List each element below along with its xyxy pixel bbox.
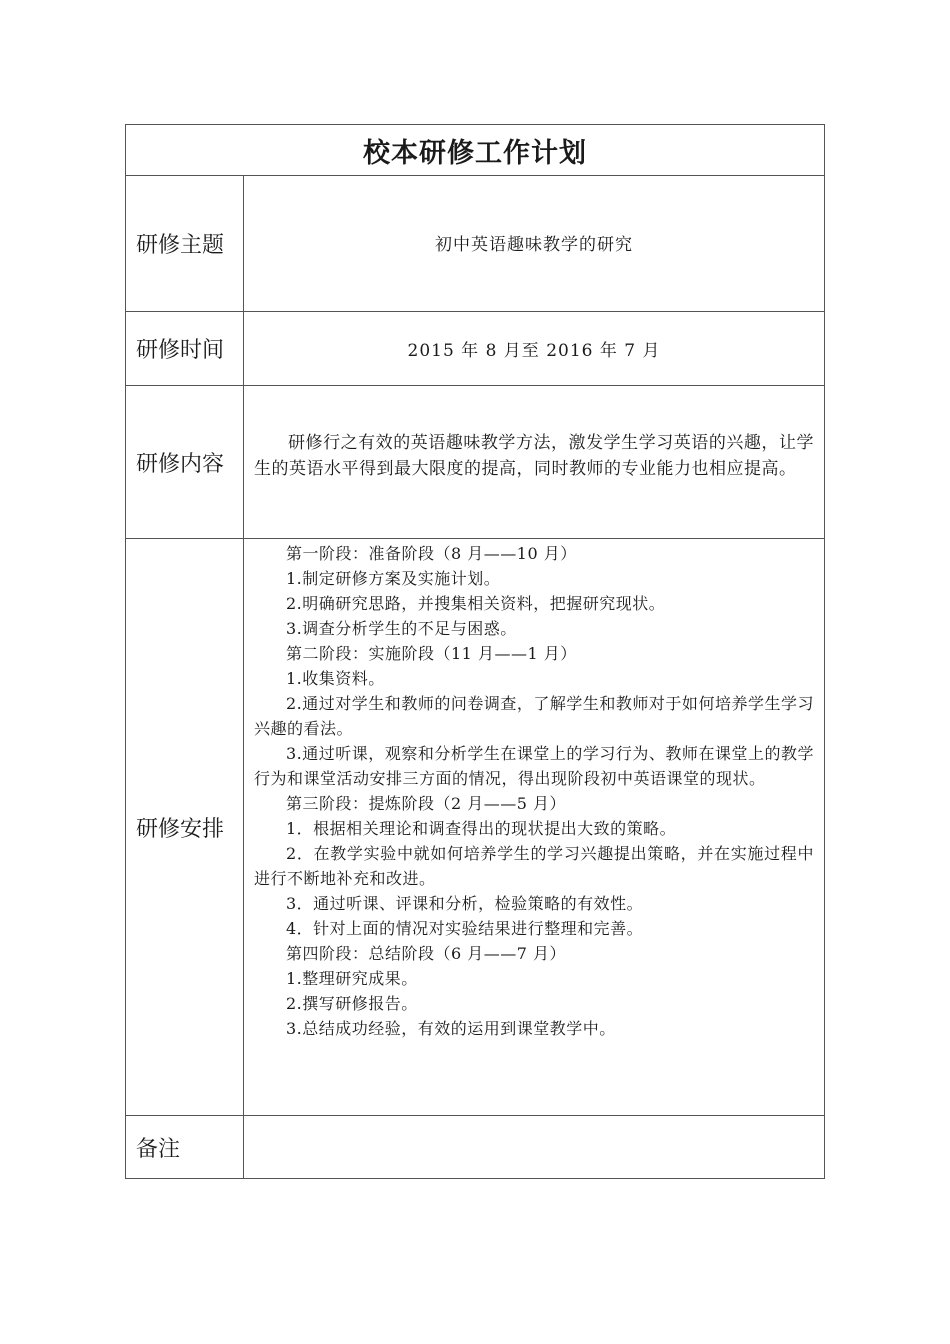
plan-line: 2.通过对学生和教师的问卷调查，了解学生和教师对于如何培养学生学习兴趣的看法。 [254,694,814,738]
plan-line: 3.调查分析学生的不足与困惑。 [286,619,517,638]
plan-table [125,124,825,1179]
note-label: 备注 [126,1116,244,1179]
plan-line: 1.制定研修方案及实施计划。 [286,569,501,588]
theme-row [126,176,825,312]
plan-line: 第三阶段：提炼阶段（2 月——5 月） [286,794,567,813]
plan-line: 2.明确研究思路，并搜集相关资料，把握研究现状。 [286,594,666,613]
plan-line: 1．根据相关理论和调查得出的现状提出大致的策略。 [286,819,677,838]
note-row [126,1116,825,1179]
plan-line: 3．通过听课、评课和分析，检验策略的有效性。 [286,894,644,913]
time-value: 2015 年 8 月至 2016 年 7 月 [244,312,825,386]
theme-value: 初中英语趣味教学的研究 [244,176,825,312]
plan-line: 2.撰写研修报告。 [286,994,418,1013]
note-value [244,1116,825,1179]
time-row [126,312,825,386]
plan-line: 4．针对上面的情况对实验结果进行整理和完善。 [286,919,644,938]
plan-line: 1.收集资料。 [286,669,385,688]
plan-value [244,539,825,1116]
document-title: 校本研修工作计划 [126,125,825,176]
plan-line: 3.总结成功经验，有效的运用到课堂教学中。 [286,1019,616,1038]
plan-line: 2．在教学实验中就如何培养学生的学习兴趣提出策略，并在实施过程中进行不断地补充和改进。 [254,844,814,888]
plan-line: 1.整理研究成果。 [286,969,418,988]
plan-line: 3.通过听课，观察和分析学生在课堂上的学习行为、教师在课堂上的教学行为和课堂活动安排三方面的情况，得出现阶段初中英语课堂的现状。 [254,744,814,788]
plan-line: 第一阶段：准备阶段（8 月——10 月） [286,544,577,563]
time-label: 研修时间 [126,312,244,386]
content-label: 研修内容 [126,386,244,539]
plan-line: 第二阶段：实施阶段（11 月——1 月） [286,644,577,663]
plan-line: 第四阶段：总结阶段（6 月——7 月） [286,944,567,963]
plan-row [126,539,825,1116]
plan-label: 研修安排 [126,539,244,1116]
content-row [126,386,825,539]
theme-label: 研修主题 [126,176,244,312]
title-row [126,125,825,176]
content-value: 研修行之有效的英语趣味教学方法，激发学生学习英语的兴趣，让学生的英语水平得到最大限度的提高，同时教师的专业能力也相应提高。 [244,386,825,539]
